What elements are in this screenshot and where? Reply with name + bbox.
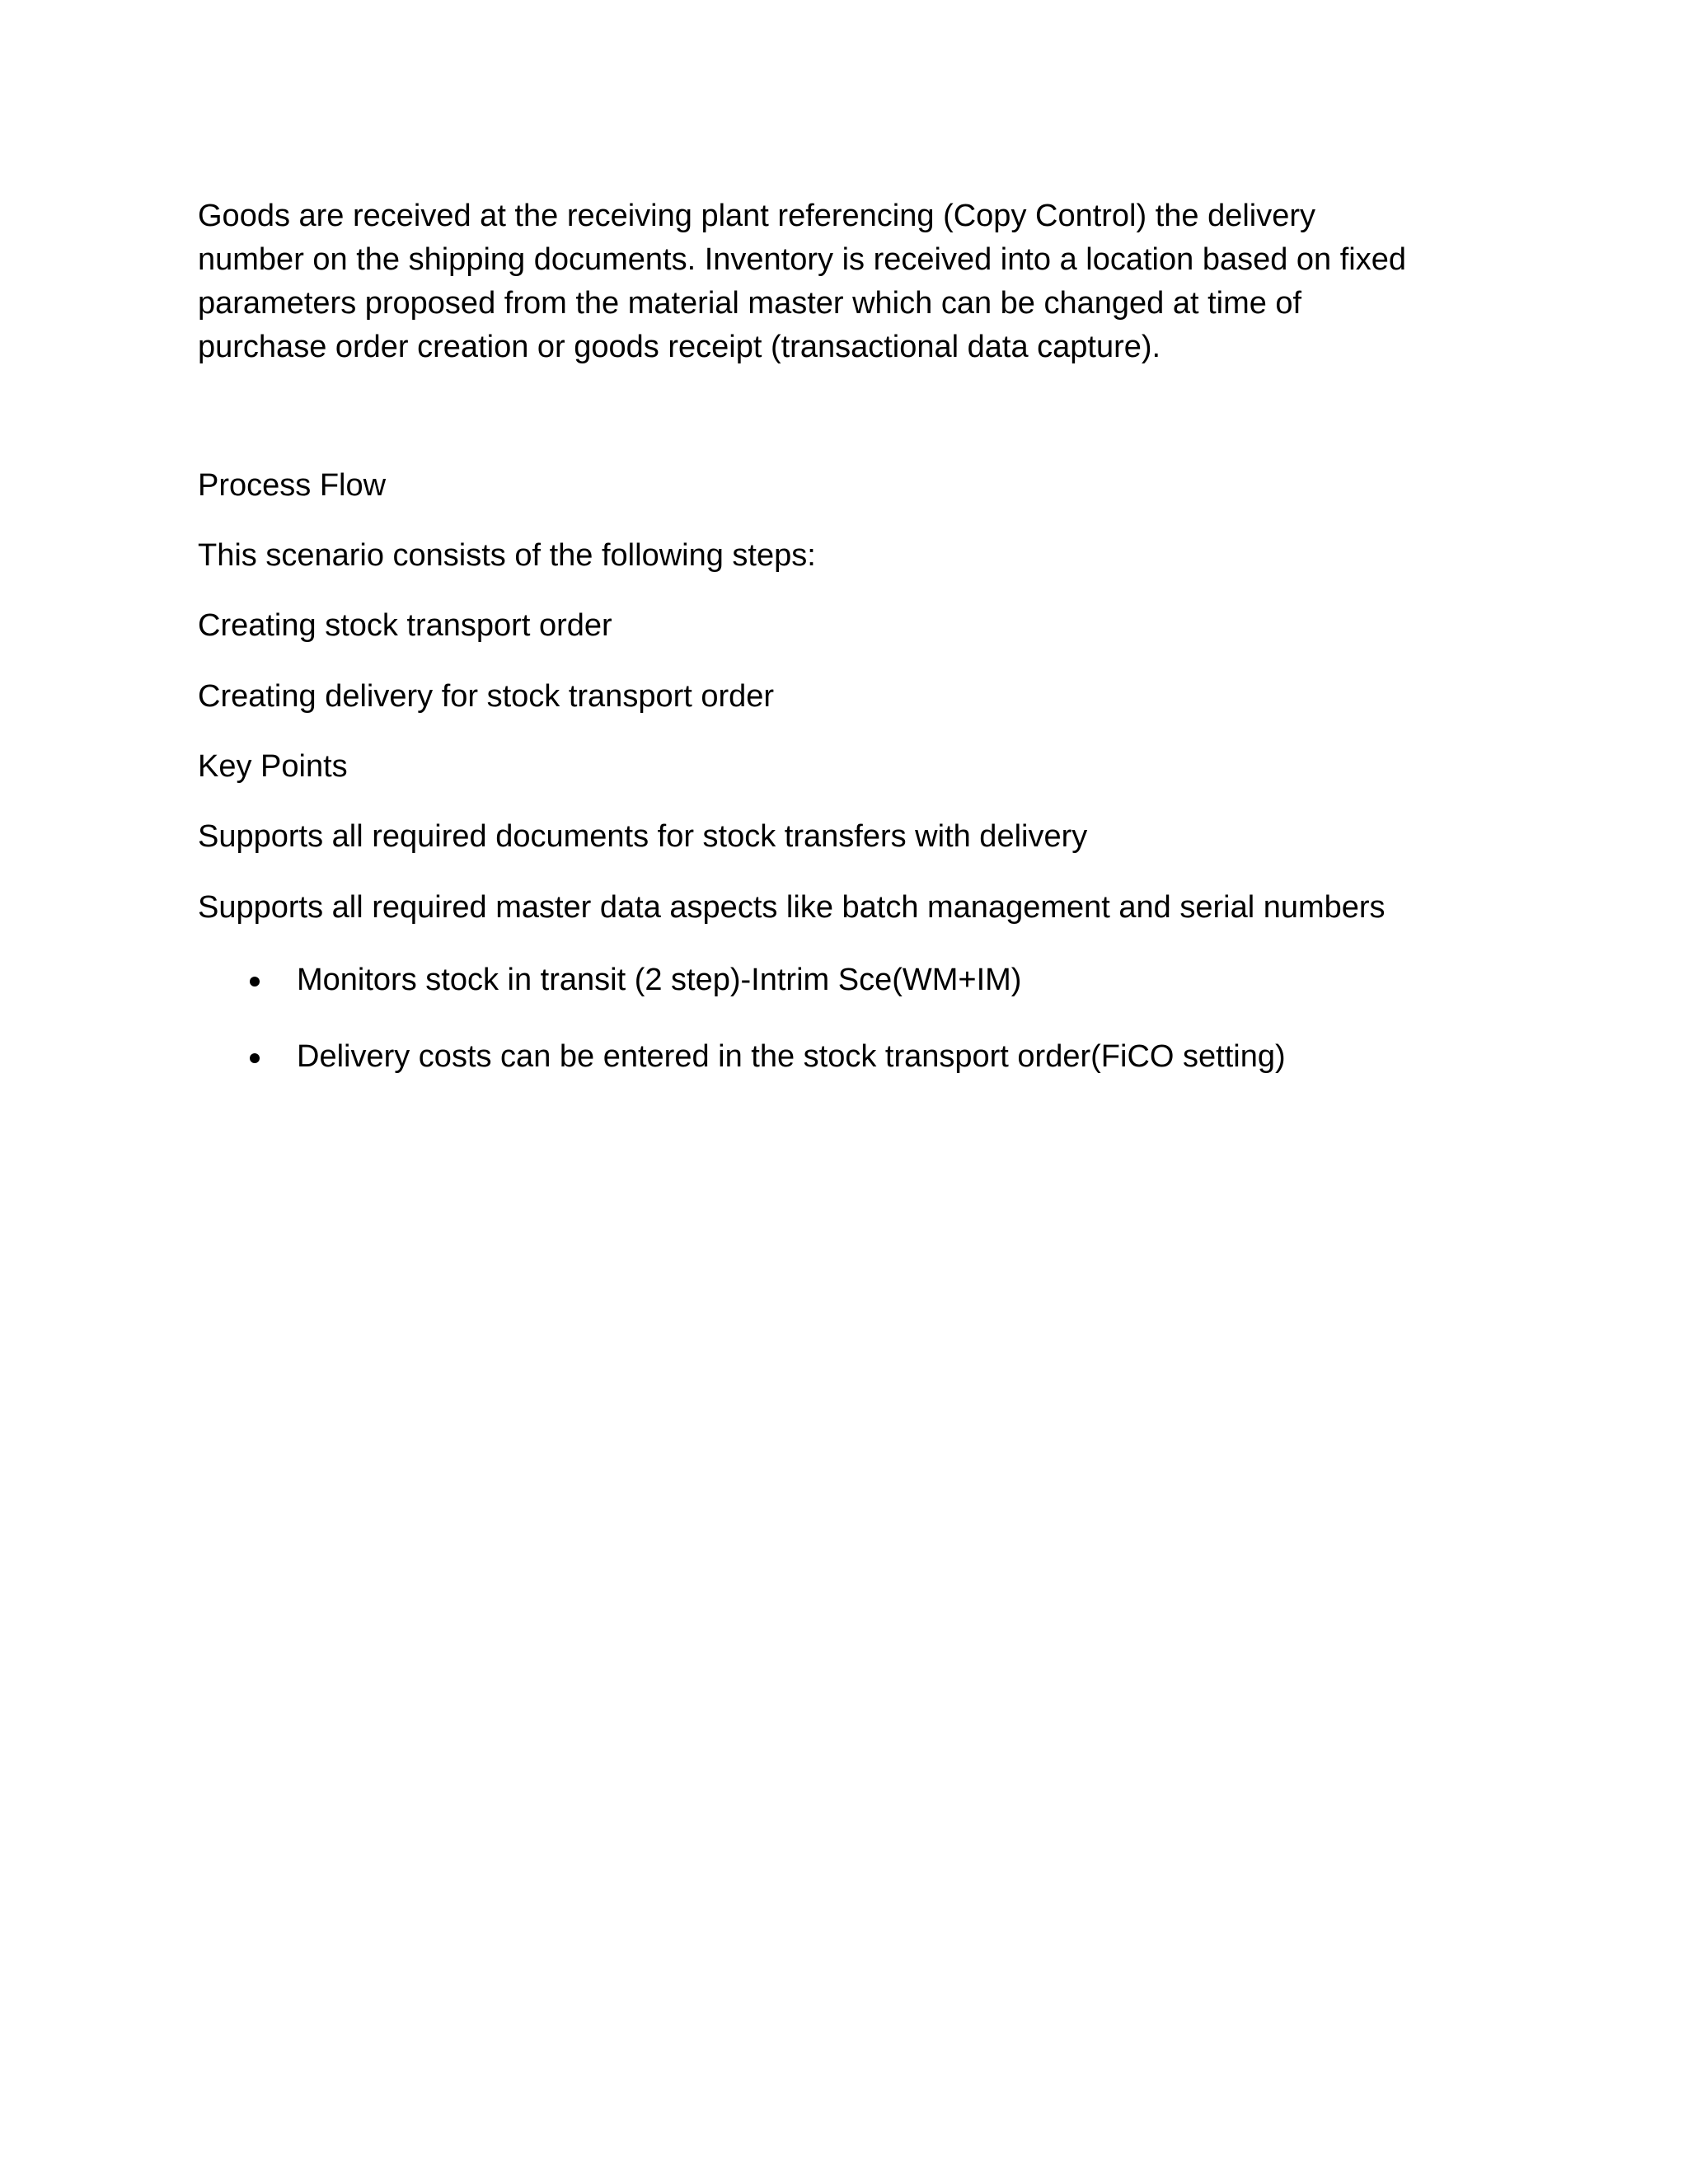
key-points-heading: Key Points: [198, 749, 348, 784]
process-flow-heading: Process Flow: [198, 468, 387, 503]
process-step: Creating delivery for stock transport order: [198, 679, 775, 714]
bullet-text: Delivery costs can be entered in the stock transport order(FiCO setting): [297, 1039, 1286, 1074]
intro-line: number on the shipping documents. Inventory is received into a location based on fixed: [198, 242, 1407, 277]
intro-paragraph: [198, 194, 1500, 369]
intro-line: parameters proposed from the material master which can be changed at time of: [198, 286, 1302, 321]
intro-line: purchase order creation or goods receipt (transactional data capture).: [198, 330, 1161, 364]
key-point-item: Supports all required documents for stock transfers with delivery: [198, 819, 1088, 854]
key-point-item: Supports all required master data aspects like batch management and serial numbers: [198, 890, 1386, 925]
process-step: Creating stock transport order: [198, 608, 612, 643]
intro-line: Goods are received at the receiving plant referencing (Copy Control) the delivery: [198, 199, 1316, 233]
bullet-icon: [250, 977, 260, 987]
bullet-icon: [250, 1053, 260, 1063]
process-flow-intro: This scenario consists of the following steps:: [198, 538, 816, 573]
bullet-text: Monitors stock in transit (2 step)-Intrim Sce(WM+IM): [297, 963, 1022, 997]
